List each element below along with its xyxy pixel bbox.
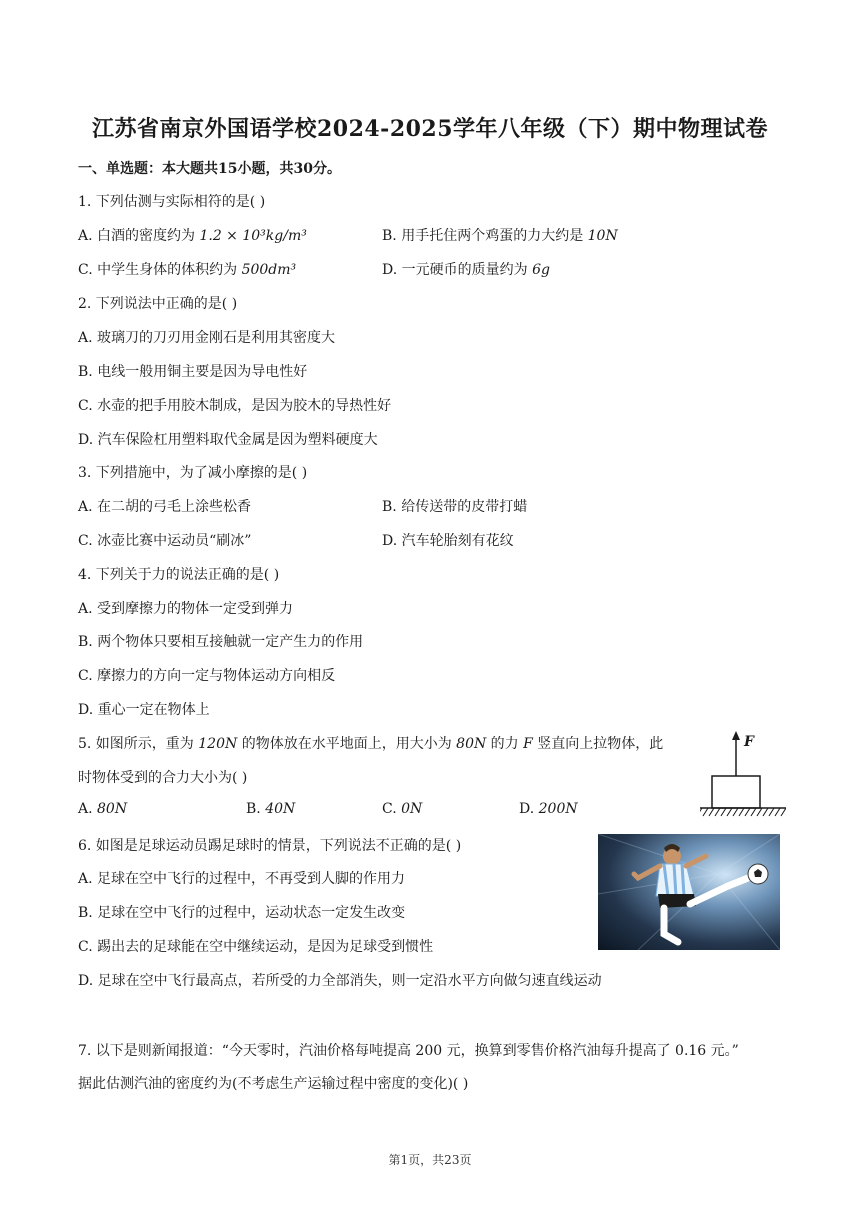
option-math: 80N bbox=[97, 801, 128, 817]
question-4-option-c: C. 摩擦力的方向一定与物体运动方向相反 bbox=[78, 668, 336, 684]
weight-value: 120N bbox=[198, 736, 238, 752]
option-math: 6g bbox=[532, 262, 550, 278]
option-text: D. bbox=[519, 801, 539, 817]
question-5-option-a bbox=[78, 801, 127, 817]
force-symbol: F bbox=[523, 736, 533, 752]
question-1-option-b bbox=[382, 225, 618, 245]
question-5-option-b bbox=[246, 801, 295, 817]
question-4-stem: 4. 下列关于力的说法正确的是( ) bbox=[78, 567, 280, 583]
question-2-option-c: C. 水壶的把手用胶木制成，是因为胶木的导热性好 bbox=[78, 398, 392, 414]
question-7-stem-line1: 7. 以下是则新闻报道：“今天零时，汽油价格每吨提高 200 元，换算到零售价格汽油每升提高了 0.16 元。” bbox=[78, 1043, 739, 1059]
force-diagram bbox=[700, 728, 786, 824]
stem-text: 竖直向上拉物体，此 bbox=[532, 736, 664, 752]
option-text: B. bbox=[246, 801, 266, 817]
question-1-option-d bbox=[382, 259, 550, 279]
option-text: C. 中学生身体的体积约为 bbox=[78, 262, 242, 278]
ground-hatching bbox=[700, 808, 786, 816]
question-4-option-b: B. 两个物体只要相互接触就一定产生力的作用 bbox=[78, 634, 364, 650]
option-math: 500dm³ bbox=[241, 262, 297, 278]
option-text: B. 用手托住两个鸡蛋的力大约是 bbox=[382, 228, 588, 244]
block-object bbox=[712, 776, 760, 808]
soccer-player-illustration bbox=[598, 834, 780, 950]
option-math: 200N bbox=[538, 801, 578, 817]
page-footer: 第1页，共23页 bbox=[388, 1153, 472, 1167]
question-3-option-d: D. 汽车轮胎刻有花纹 bbox=[382, 533, 514, 549]
exam-title: 江苏省南京外国语学校2024-2025学年八年级（下）期中物理试卷 bbox=[91, 116, 769, 142]
question-6-option-a: A. 足球在空中飞行的过程中，不再受到人脚的作用力 bbox=[78, 871, 406, 887]
option-text: A. 白酒的密度约为 bbox=[78, 228, 200, 244]
question-1-option-c bbox=[78, 259, 296, 279]
option-math: 40N bbox=[265, 801, 296, 817]
soccer-player-photo bbox=[598, 834, 780, 950]
force-label: F bbox=[744, 734, 754, 750]
arrow-up-icon bbox=[732, 731, 740, 740]
question-7-stem-line2: 据此估测汽油的密度约为(不考虑生产运输过程中密度的变化)( ) bbox=[78, 1076, 469, 1092]
question-6-stem: 6. 如图是足球运动员踢足球时的情景，下列说法不正确的是( ) bbox=[78, 838, 462, 854]
option-text: D. 一元硬币的质量约为 bbox=[382, 262, 533, 278]
option-text: A. bbox=[78, 801, 98, 817]
force-value: 80N bbox=[456, 736, 487, 752]
question-3-option-b: B. 给传送带的皮带打蜡 bbox=[382, 499, 528, 515]
stem-text: 5. 如图所示，重为 bbox=[78, 736, 199, 752]
question-4-option-d: D. 重心一定在物体上 bbox=[78, 702, 210, 718]
question-5-stem bbox=[78, 733, 663, 753]
section-heading: 一、单选题：本大题共15小题，共30分。 bbox=[78, 161, 341, 177]
question-2-option-d: D. 汽车保险杠用塑料取代金属是因为塑料硬度大 bbox=[78, 432, 378, 448]
question-3-stem: 3. 下列措施中，为了减小摩擦的是( ) bbox=[78, 465, 308, 481]
question-5-option-c bbox=[382, 801, 422, 817]
question-2-option-a: A. 玻璃刀的刀刃用金刚石是利用其密度大 bbox=[78, 330, 336, 346]
question-5-option-d bbox=[519, 801, 578, 817]
option-math: 10N bbox=[587, 228, 618, 244]
question-4-option-a: A. 受到摩擦力的物体一定受到弹力 bbox=[78, 601, 294, 617]
question-6-option-d: D. 足球在空中飞行最高点，若所受的力全部消失，则一定沿水平方向做匀速直线运动 bbox=[78, 973, 602, 989]
question-1-option-a bbox=[78, 225, 307, 245]
option-text: C. bbox=[382, 801, 402, 817]
option-math: 1.2 × 10³kg/m³ bbox=[199, 228, 307, 244]
question-2-stem: 2. 下列说法中正确的是( ) bbox=[78, 296, 238, 312]
question-3-option-a: A. 在二胡的弓毛上涂些松香 bbox=[78, 499, 252, 515]
question-6-option-b: B. 足球在空中飞行的过程中，运动状态一定发生改变 bbox=[78, 905, 406, 921]
question-2-option-b: B. 电线一般用铜主要是因为导电性好 bbox=[78, 364, 308, 380]
question-1-stem: 1. 下列估测与实际相符的是( ) bbox=[78, 194, 266, 210]
question-6-option-c: C. 踢出去的足球能在空中继续运动，是因为足球受到惯性 bbox=[78, 939, 434, 955]
stem-text: 的力 bbox=[486, 736, 524, 752]
stem-text: 的物体放在水平地面上，用大小为 bbox=[237, 736, 457, 752]
option-math: 0N bbox=[401, 801, 423, 817]
question-3-option-c: C. 冰壶比赛中运动员“刷冰” bbox=[78, 533, 252, 549]
question-5-stem-line2: 时物体受到的合力大小为( ) bbox=[78, 770, 248, 786]
